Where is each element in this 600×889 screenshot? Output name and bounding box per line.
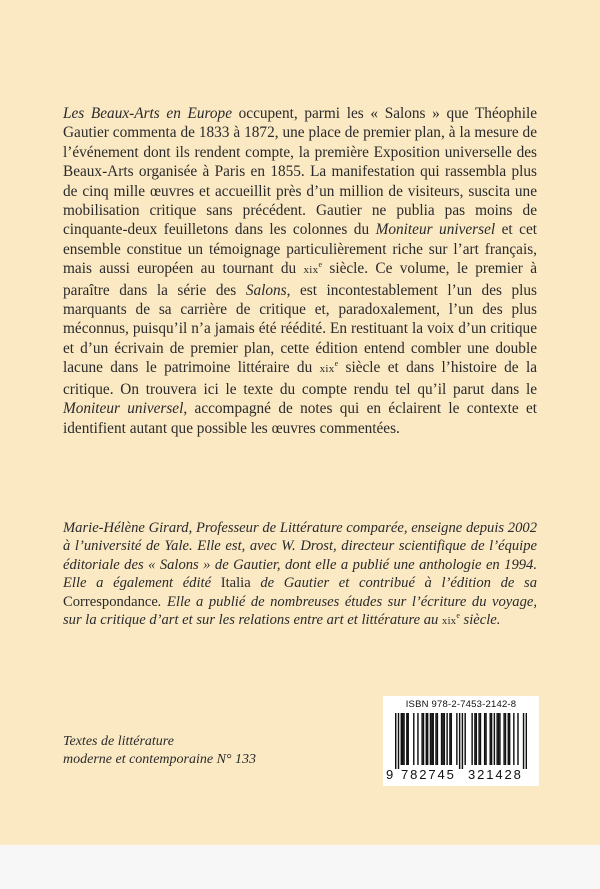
barcode-bar (427, 713, 428, 765)
bio-text: . Elle a publié de nombreuses études sur l’écriture du voyage, sur la critique d’art et sur les relations entre art et littérature au (63, 593, 537, 629)
barcode-bar (517, 713, 518, 765)
barcode-bar (499, 713, 500, 765)
bio-text: Marie-Hélène Girard, Professeur de Littérature comparée, enseigne depuis 2002 à l’université de Yale. Elle est, avec W. Drost, directeur scientifique de l’équipe éditoriale des « Salons » de Gautier, dont elle a publié une anthologie en 1994. Elle a également édité (63, 520, 537, 592)
summary-text: occupent, parmi les « Salons » que Théophile Gautier commenta de 1833 à 1872, une place de premier plan, à la mesure de l’événement dont ils rendent compte, la première Exposition universelle des Beaux-Arts organisée à Paris en 1855. La manifestation qui rassembla plus de cinq mille œuvres et accueillit près d’un million de visiteurs, suscita une mobilisation critique sans précédent. Gautier ne publia pas moins de cinquante-deux feuilletons dans les colonnes du (63, 105, 537, 239)
summary-paragraph (63, 104, 537, 438)
century-numeral: xix (303, 264, 319, 277)
barcode-bar (476, 713, 477, 765)
barcode-bar (435, 713, 436, 765)
barcode-bar (395, 713, 396, 769)
barcode-bar (462, 713, 463, 769)
barcode-bar (446, 713, 447, 765)
barcode-bar (444, 713, 445, 765)
barcode-bar (431, 713, 432, 765)
barcode-bar (437, 713, 438, 765)
newspaper-title: Moniteur universel (63, 400, 184, 418)
barcode-bar (494, 713, 495, 765)
summary-text: , accompagné de notes qui en éclairent le contexte et identifient autant que possible les œuvres commentées. (63, 400, 538, 437)
summary-text: siècle et dans l’histoire de la critique. On trouvera ici le texte du compte rendu tel qu’il parut dans le (63, 359, 537, 398)
barcode-bar (503, 713, 504, 765)
barcode-bar (402, 713, 403, 765)
barcode-bar (474, 713, 475, 765)
barcode-bar (406, 713, 407, 765)
summary-text: , est incontestablement l’un des plus marquants de sa carrière de critique et, paradoxalement, l’un des plus méconnus, puisqu’il n’a jamais été réédité. En restituant la voix d’un critique et d’un écrivain de premier plan, cette édition entend combler une double lacune dans le patrimoine littéraire du (63, 281, 538, 377)
collection-line-1: Textes de littérature (63, 734, 174, 749)
ean-left-group: 782745 (401, 767, 456, 782)
book-title: Les Beaux-Arts en Europe (63, 105, 232, 122)
barcode-bar (489, 713, 490, 765)
work-title: Correspondance (63, 593, 158, 610)
barcode-bar (456, 713, 457, 765)
summary-text: siècle. Ce volume, le premier à paraître dans la série des (63, 260, 538, 299)
barcode-bar (505, 713, 506, 765)
ean-first-digit: 9 (386, 767, 394, 782)
barcode-bar (417, 713, 418, 765)
barcode-bar (421, 713, 422, 765)
barcode-bar (403, 713, 404, 765)
barcode-bar (478, 713, 479, 765)
barcode-bar (464, 713, 465, 765)
barcode-bar (423, 713, 424, 765)
barcode-bar (498, 713, 499, 765)
work-title: Italia (220, 575, 251, 592)
isbn-barcode (383, 696, 539, 786)
collection-line-2: moderne et contemporaine N° 133 (63, 752, 257, 767)
barcode-bar (471, 713, 472, 765)
century-numeral: xix (442, 616, 457, 628)
ean-right-group: 321428 (468, 767, 523, 782)
barcode-bar (526, 713, 527, 769)
barcode-bar (508, 713, 509, 765)
newspaper-title: Moniteur universel (375, 221, 496, 239)
author-bio (63, 519, 537, 631)
century-superscript: e (334, 359, 339, 369)
bio-text: de Gautier et contribué à l’édition de sa (250, 575, 537, 592)
barcode-bar (485, 713, 486, 765)
barcode-bar (513, 713, 514, 765)
barcode-bar (430, 713, 431, 765)
barcode-bar (451, 713, 452, 765)
barcode-bar (441, 713, 442, 765)
barcode-bars (395, 713, 527, 769)
barcode-bar (459, 713, 460, 769)
barcode-bar (484, 713, 485, 765)
barcode-bar (442, 713, 443, 765)
barcode-bar (480, 713, 481, 765)
series-title: Salons (245, 281, 287, 299)
barcode-bar (496, 713, 497, 765)
barcode-bar (491, 713, 492, 765)
barcode-bar (509, 713, 510, 765)
barcode-bar (398, 713, 399, 769)
isbn-label: ISBN 978-2-7453-2142-8 (405, 699, 517, 710)
barcode-bar (426, 713, 427, 765)
bio-text: siècle. (459, 612, 501, 629)
century-superscript: e (456, 611, 460, 621)
page-bottom-margin (0, 845, 600, 889)
barcode-bar (523, 713, 524, 769)
century-numeral: xix (319, 363, 335, 376)
summary-text: et cet ensemble constitue un témoignage particulièrement riche sur l’art français, mais aussi européen au tournant du (63, 221, 538, 278)
barcode-bar (413, 713, 414, 765)
barcode-bar (433, 713, 434, 765)
barcode-bar (408, 713, 409, 765)
barcode-bar (449, 713, 450, 765)
barcode-bar (401, 713, 402, 765)
century-superscript: e (318, 260, 323, 270)
collection-info (63, 733, 323, 769)
